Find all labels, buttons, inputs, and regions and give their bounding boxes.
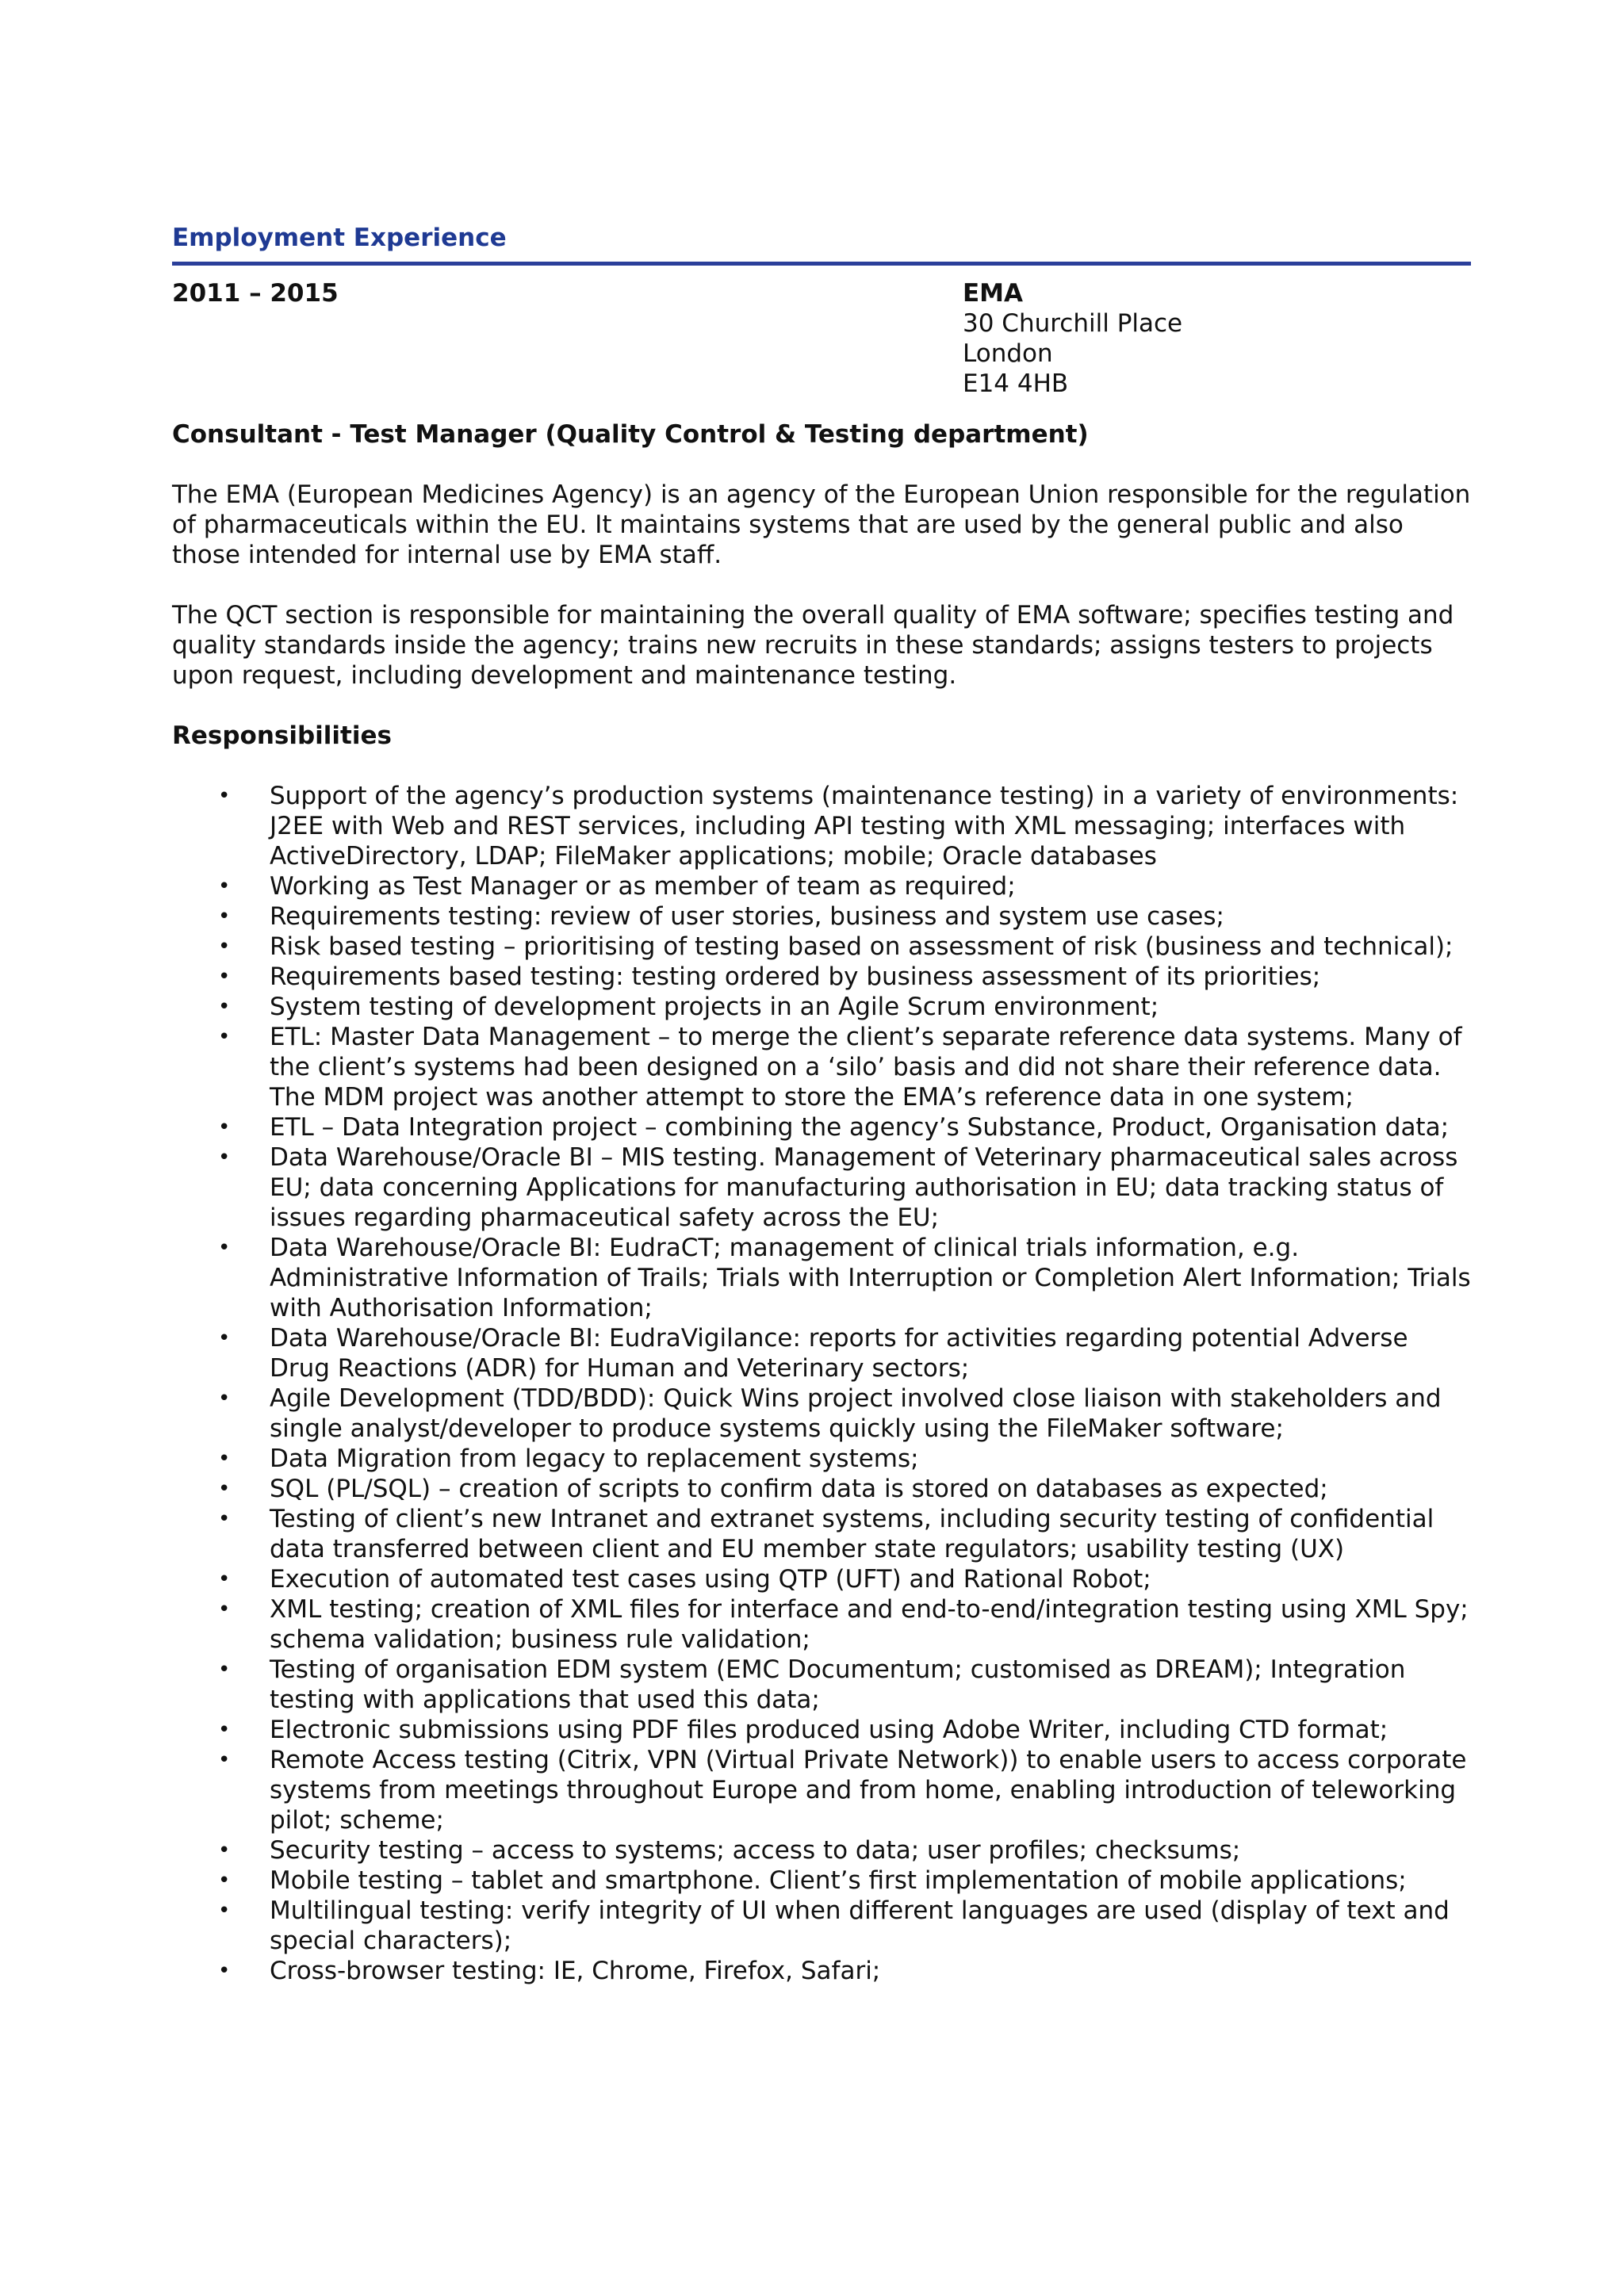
list-item-text: ETL – Data Integration project – combining the agency’s Substance, Product, Organisation data; xyxy=(270,1113,1450,1142)
list-item xyxy=(172,1474,1471,1504)
list-item-text: Working as Test Manager or as member of team as required; xyxy=(270,872,1016,901)
list-item xyxy=(172,871,1471,901)
document-page xyxy=(172,222,1471,1986)
bullet-icon: • xyxy=(218,784,231,808)
list-item-text: Requirements testing: review of user stories, business and system use cases; xyxy=(270,902,1224,931)
list-item xyxy=(172,1233,1471,1323)
bullet-icon: • xyxy=(218,905,231,928)
list-item-text: Agile Development (TDD/BDD): Quick Wins project involved close liaison with stakeholders and single analyst/developer to produce systems quickly using the FileMaker software; xyxy=(270,1384,1442,1443)
list-item-text: Data Warehouse/Oracle BI: EudraCT; management of clinical trials information, e.g. Administrative Information of Trails; Trials with Interruption or Completion Alert Information; Trials with Authorisation Information; xyxy=(270,1234,1471,1322)
list-item xyxy=(172,1715,1471,1745)
list-item xyxy=(172,992,1471,1022)
bullet-icon: • xyxy=(218,1839,231,1862)
list-item-text: Testing of client’s new Intranet and extranet systems, including security testing of confidential data transferred between client and EU member state regulators; usability testing (UX) xyxy=(270,1505,1434,1563)
address-line: London xyxy=(963,339,1053,368)
list-item-text: Data Migration from legacy to replacement systems; xyxy=(270,1445,919,1473)
bullet-icon: • xyxy=(218,995,231,1019)
bullet-icon: • xyxy=(218,1718,231,1742)
list-item xyxy=(172,901,1471,932)
employer-row xyxy=(172,278,1471,399)
list-item-text: Security testing – access to systems; access to data; user profiles; checksums; xyxy=(270,1836,1241,1865)
list-item xyxy=(172,1835,1471,1866)
bullet-icon: • xyxy=(218,1658,231,1682)
list-item-text: Remote Access testing (Citrix, VPN (Virtual Private Network)) to enable users to access corporate systems from meetings throughout Europe and from home, enabling introduction of teleworking pilot; scheme; xyxy=(270,1746,1467,1835)
list-item xyxy=(172,1745,1471,1835)
list-item-text: Data Warehouse/Oracle BI: EudraVigilance: reports for activities regarding potential Adverse Drug Reactions (ADR) for Human and Veterinary sectors; xyxy=(270,1324,1408,1383)
bullet-icon: • xyxy=(218,1598,231,1621)
list-item-text: Requirements based testing: testing ordered by business assessment of its priorities; xyxy=(270,962,1321,991)
list-item-text: Risk based testing – prioritising of testing based on assessment of risk (business and technical); xyxy=(270,932,1454,961)
list-item-text: Mobile testing – tablet and smartphone. Client’s first implementation of mobile applications; xyxy=(270,1866,1407,1895)
list-item xyxy=(172,1022,1471,1112)
list-item xyxy=(172,1323,1471,1383)
bullet-icon: • xyxy=(218,1567,231,1591)
list-item xyxy=(172,1594,1471,1655)
list-item-text: System testing of development projects in an Agile Scrum environment; xyxy=(270,993,1159,1021)
bullet-icon: • xyxy=(218,1236,231,1260)
bullet-icon: • xyxy=(218,1115,231,1139)
list-item xyxy=(172,1564,1471,1594)
list-item xyxy=(172,1142,1471,1233)
list-item xyxy=(172,1956,1471,1986)
list-item-text: Support of the agency’s production systems (maintenance testing) in a variety of environments: J2EE with Web and REST services, including API testing with XML messaging; interfaces with ActiveDirectory, LDAP; FileMaker applications; mobile; Oracle databases xyxy=(270,782,1459,871)
responsibilities-list xyxy=(172,781,1471,1986)
list-item-text: Execution of automated test cases using QTP (UFT) and Rational Robot; xyxy=(270,1565,1151,1594)
list-item xyxy=(172,1655,1471,1715)
list-item-text: XML testing; creation of XML files for interface and end-to-end/integration testing using XML Spy; schema validation; business rule validation; xyxy=(270,1595,1469,1654)
list-item xyxy=(172,962,1471,992)
bullet-icon: • xyxy=(218,1748,231,1772)
list-item xyxy=(172,1896,1471,1956)
list-item xyxy=(172,1112,1471,1142)
paragraph-qct-section: The QCT section is responsible for maintaining the overall quality of EMA software; specifies testing and quality standards inside the agency; trains new recruits in these standards; assigns testers to projects upon request, including development and maintenance testing. xyxy=(172,601,1454,690)
bullet-icon: • xyxy=(218,1507,231,1531)
list-item xyxy=(172,1866,1471,1896)
list-item-text: Multilingual testing: verify integrity of UI when different languages are used (display of text and special characters); xyxy=(270,1896,1450,1955)
section-divider xyxy=(172,262,1471,266)
list-item-text: SQL (PL/SQL) – creation of scripts to confirm data is stored on databases as expected; xyxy=(270,1475,1328,1503)
list-item xyxy=(172,1383,1471,1444)
responsibilities-heading: Responsibilities xyxy=(172,721,392,750)
address-line: E14 4HB xyxy=(963,369,1069,398)
bullet-icon: • xyxy=(218,965,231,989)
company-name: EMA xyxy=(963,279,1024,308)
list-item-text: Cross-browser testing: IE, Chrome, Firefox, Safari; xyxy=(270,1957,881,1985)
bullet-icon: • xyxy=(218,1025,231,1049)
section-title: Employment Experience xyxy=(172,224,507,252)
bullet-icon: • xyxy=(218,1959,231,1983)
bullet-icon: • xyxy=(218,1387,231,1410)
list-item xyxy=(172,932,1471,962)
bullet-icon: • xyxy=(218,1869,231,1892)
employment-period: 2011 – 2015 xyxy=(172,279,339,308)
paragraph-agency: The EMA (European Medicines Agency) is an agency of the European Union responsible for the regulation of pharmaceuticals within the EU. It maintains systems that are used by the general public and also those intended for internal use by EMA staff. xyxy=(172,480,1471,569)
list-item xyxy=(172,1444,1471,1474)
bullet-icon: • xyxy=(218,1146,231,1169)
list-item xyxy=(172,1504,1471,1564)
bullet-icon: • xyxy=(218,1447,231,1471)
list-item-text: Data Warehouse/Oracle BI – MIS testing. Management of Veterinary pharmaceutical sales across EU; data concerning Applications for manufacturing authorisation in EU; data tracking status of issues regarding pharmaceutical safety across the EU; xyxy=(270,1143,1458,1232)
address-line: 30 Churchill Place xyxy=(963,309,1183,338)
bullet-icon: • xyxy=(218,1477,231,1501)
bullet-icon: • xyxy=(218,1899,231,1923)
list-item xyxy=(172,781,1471,871)
list-item-text: ETL: Master Data Management – to merge the client’s separate reference data systems. Many of the client’s systems had been designed on a ‘silo’ basis and did not share their reference data. The MDM project was another attempt to store the EMA’s reference data in one system; xyxy=(270,1023,1462,1112)
job-title: Consultant - Test Manager (Quality Control & Testing department) xyxy=(172,420,1089,449)
bullet-icon: • xyxy=(218,1326,231,1350)
bullet-icon: • xyxy=(218,874,231,898)
list-item-text: Electronic submissions using PDF files produced using Adobe Writer, including CTD format; xyxy=(270,1716,1388,1744)
employer-address xyxy=(963,278,1182,399)
bullet-icon: • xyxy=(218,935,231,959)
list-item-text: Testing of organisation EDM system (EMC Documentum; customised as DREAM); Integration testing with applications that used this data; xyxy=(270,1655,1406,1714)
